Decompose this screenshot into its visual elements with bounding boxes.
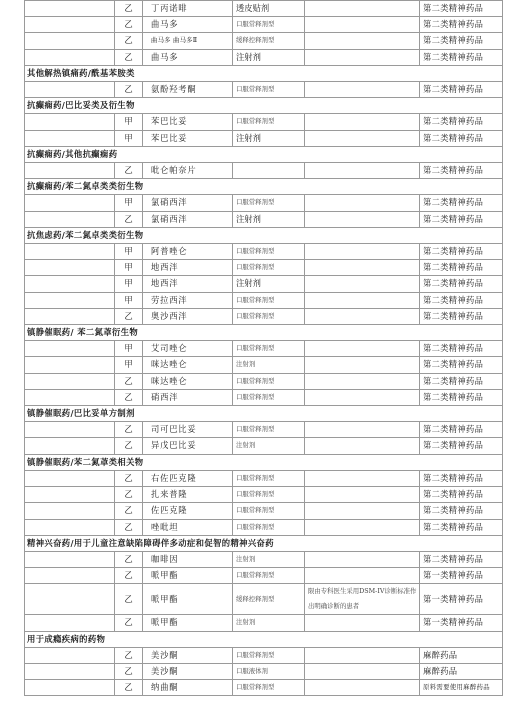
drug-row [25,130,503,146]
drug-row [25,647,503,663]
dosage-form-cell: 注射剂 [233,211,305,227]
drug-category-cell: 第二类精神药品 [420,470,503,486]
blank-cell [25,680,115,696]
grade-cell: 甲 [115,195,143,211]
drug-row [25,1,503,17]
drug-name-cell: 哌甲酯 [143,615,233,631]
section-title: 用于成瘾疾病的药物 [25,631,503,647]
drug-category-cell: 第二类精神药品 [420,373,503,389]
restriction-note-cell [305,470,420,486]
blank-cell [25,292,115,308]
drug-category-cell: 第二类精神药品 [420,244,503,260]
grade-cell: 甲 [115,341,143,357]
grade-cell: 乙 [115,211,143,227]
drug-name-cell: 苯巴比妥 [143,130,233,146]
drug-category-cell: 第二类精神药品 [420,519,503,535]
dosage-form-cell: 口服常释剂型 [233,260,305,276]
drug-row [25,615,503,631]
drug-category-cell: 第一类精神药品 [420,568,503,584]
drug-category-cell: 第二类精神药品 [420,551,503,567]
drug-name-cell: 氯硝西泮 [143,211,233,227]
blank-cell [25,276,115,292]
section-header-row [25,179,503,195]
drug-name-cell: 劳拉西泮 [143,292,233,308]
grade-cell: 乙 [115,503,143,519]
blank-cell [25,487,115,503]
dosage-form-cell: 口服常释剂型 [233,487,305,503]
blank-cell [25,470,115,486]
drug-name-cell: 硝西泮 [143,389,233,405]
dosage-form-cell: 注射剂 [233,49,305,65]
drug-name-cell: 氨酚羟考酮 [143,82,233,98]
blank-cell [25,551,115,567]
drug-row [25,551,503,567]
grade-cell: 甲 [115,114,143,130]
dosage-form-cell: 口服常释剂型 [233,373,305,389]
drug-category-cell: 第一类精神药品 [420,615,503,631]
restriction-note-cell [305,551,420,567]
dosage-form-cell: 透皮贴剂 [233,1,305,17]
drug-category-cell: 第二类精神药品 [420,260,503,276]
blank-cell [25,195,115,211]
drug-name-cell: 苯巴比妥 [143,114,233,130]
restriction-note-cell [305,568,420,584]
drug-name-cell: 吡仑帕奈片 [143,163,233,179]
drug-category-cell: 第二类精神药品 [420,422,503,438]
drug-name-cell: 丁丙诺啡 [143,1,233,17]
dosage-form-cell: 口服常释剂型 [233,568,305,584]
drug-category-cell: 第二类精神药品 [420,195,503,211]
dosage-form-cell: 口服常释剂型 [233,519,305,535]
blank-cell [25,615,115,631]
blank-cell [25,438,115,454]
drug-name-cell: 扎来普隆 [143,487,233,503]
grade-cell: 乙 [115,373,143,389]
grade-cell: 甲 [115,292,143,308]
section-header-row [25,406,503,422]
drug-name-cell: 曲马多 曲马多Ⅱ [143,33,233,49]
section-header-row [25,65,503,81]
dosage-form-cell: 注射剂 [233,551,305,567]
dosage-form-cell: 口服常释剂型 [233,195,305,211]
drug-category-cell: 原料需要使用麻醉药品 [420,680,503,696]
dosage-form-cell: 缓释控释剂型 [233,33,305,49]
drug-row [25,114,503,130]
drug-row [25,487,503,503]
drug-catalog-table [24,0,503,696]
grade-cell: 乙 [115,308,143,324]
grade-cell: 甲 [115,130,143,146]
drug-row [25,584,503,615]
drug-category-cell: 第二类精神药品 [420,357,503,373]
grade-cell: 乙 [115,422,143,438]
grade-cell: 乙 [115,389,143,405]
drug-row [25,438,503,454]
drug-name-cell: 曲马多 [143,17,233,33]
dosage-form-cell: 口服常释剂型 [233,470,305,486]
section-header-row [25,631,503,647]
section-title: 抗焦虑药/苯二氮卓类类衍生物 [25,227,503,243]
dosage-form-cell: 口服常释剂型 [233,292,305,308]
grade-cell: 乙 [115,33,143,49]
drug-category-cell: 第二类精神药品 [420,211,503,227]
drug-row [25,389,503,405]
dosage-form-cell: 注射剂 [233,276,305,292]
blank-cell [25,341,115,357]
blank-cell [25,503,115,519]
blank-cell [25,584,115,615]
drug-row [25,276,503,292]
drug-row [25,260,503,276]
blank-cell [25,260,115,276]
drug-category-cell: 第二类精神药品 [420,82,503,98]
section-header-row [25,146,503,162]
drug-category-cell: 麻醉药品 [420,663,503,679]
grade-cell: 乙 [115,163,143,179]
restriction-note-cell [305,680,420,696]
section-title: 镇静催眠药/苯二氮䓬类相关物 [25,454,503,470]
restriction-note-cell [305,260,420,276]
blank-cell [25,244,115,260]
dosage-form-cell: 口服常释剂型 [233,389,305,405]
drug-category-cell: 第二类精神药品 [420,49,503,65]
grade-cell: 甲 [115,244,143,260]
section-header-row [25,227,503,243]
grade-cell: 乙 [115,487,143,503]
drug-name-cell: 哌甲酯 [143,568,233,584]
restriction-note-cell: 限由专科医生采用DSM-IV诊断标准作出明确诊断的患者 [305,584,420,615]
blank-cell [25,130,115,146]
drug-name-cell: 地西泮 [143,260,233,276]
restriction-note-cell [305,422,420,438]
grade-cell: 乙 [115,17,143,33]
dosage-form-cell: 口服常释剂型 [233,341,305,357]
drug-row [25,244,503,260]
restriction-note-cell [305,341,420,357]
dosage-form-cell: 口服常释剂型 [233,17,305,33]
drug-category-cell: 第二类精神药品 [420,114,503,130]
drug-name-cell: 美沙酮 [143,647,233,663]
drug-name-cell: 阿普唑仑 [143,244,233,260]
dosage-form-cell: 注射剂 [233,130,305,146]
drug-row [25,470,503,486]
blank-cell [25,373,115,389]
restriction-note-cell [305,503,420,519]
grade-cell: 乙 [115,49,143,65]
drug-row [25,503,503,519]
restriction-note-cell [305,17,420,33]
section-header-row [25,325,503,341]
drug-row [25,163,503,179]
grade-cell: 甲 [115,276,143,292]
dosage-form-cell: 注射剂 [233,615,305,631]
drug-name-cell: 异戊巴比妥 [143,438,233,454]
restriction-note-cell [305,487,420,503]
section-header-row [25,98,503,114]
blank-cell [25,308,115,324]
blank-cell [25,663,115,679]
grade-cell: 乙 [115,519,143,535]
blank-cell [25,647,115,663]
dosage-form-cell [233,163,305,179]
grade-cell: 乙 [115,568,143,584]
drug-category-cell: 第二类精神药品 [420,503,503,519]
blank-cell [25,33,115,49]
drug-category-cell: 麻醉药品 [420,647,503,663]
drug-category-cell: 第二类精神药品 [420,292,503,308]
grade-cell: 乙 [115,647,143,663]
restriction-note-cell [305,211,420,227]
section-title: 抗癫痫药/巴比妥类及衍生物 [25,98,503,114]
drug-name-cell: 咪达唑仑 [143,357,233,373]
restriction-note-cell [305,357,420,373]
section-title: 镇静催眠药/ 苯二氮䓬衍生物 [25,325,503,341]
blank-cell [25,1,115,17]
table-body [25,1,503,696]
blank-cell [25,114,115,130]
grade-cell: 乙 [115,680,143,696]
drug-name-cell: 咖啡因 [143,551,233,567]
blank-cell [25,519,115,535]
drug-row [25,211,503,227]
dosage-form-cell: 口服常释剂型 [233,114,305,130]
drug-category-cell: 第二类精神药品 [420,438,503,454]
restriction-note-cell [305,33,420,49]
drug-row [25,82,503,98]
grade-cell: 乙 [115,1,143,17]
dosage-form-cell: 口服液体剂 [233,663,305,679]
dosage-form-cell: 口服常释剂型 [233,308,305,324]
drug-row [25,568,503,584]
dosage-form-cell: 口服常释剂型 [233,503,305,519]
dosage-form-cell: 缓释控释剂型 [233,584,305,615]
dosage-form-cell: 口服常释剂型 [233,647,305,663]
restriction-note-cell [305,163,420,179]
drug-name-cell: 哌甲酯 [143,584,233,615]
drug-name-cell: 唑吡坦 [143,519,233,535]
blank-cell [25,49,115,65]
drug-name-cell: 艾司唑仑 [143,341,233,357]
drug-category-cell: 第二类精神药品 [420,276,503,292]
restriction-note-cell [305,130,420,146]
grade-cell: 甲 [115,260,143,276]
restriction-note-cell [305,244,420,260]
restriction-note-cell [305,195,420,211]
grade-cell: 乙 [115,82,143,98]
drug-name-cell: 咪达唑仑 [143,373,233,389]
section-title: 镇静催眠药/巴比妥单方制剂 [25,406,503,422]
drug-row [25,292,503,308]
blank-cell [25,422,115,438]
restriction-note-cell [305,292,420,308]
section-title: 抗癫痫药/苯二氮卓类类衍生物 [25,179,503,195]
drug-row [25,195,503,211]
drug-category-cell: 第二类精神药品 [420,389,503,405]
drug-name-cell: 纳曲酮 [143,680,233,696]
drug-category-cell: 第二类精神药品 [420,17,503,33]
drug-name-cell: 佐匹克隆 [143,503,233,519]
drug-row [25,422,503,438]
drug-name-cell: 右佐匹克隆 [143,470,233,486]
drug-row [25,341,503,357]
drug-name-cell: 氯硝西泮 [143,195,233,211]
restriction-note-cell [305,82,420,98]
dosage-form-cell: 口服常释剂型 [233,422,305,438]
drug-name-cell: 美沙酮 [143,663,233,679]
dosage-form-cell: 口服常释剂型 [233,244,305,260]
grade-cell: 甲 [115,357,143,373]
dosage-form-cell: 口服常释剂型 [233,82,305,98]
dosage-form-cell: 口服常释剂型 [233,680,305,696]
drug-catalog-page [24,0,502,696]
restriction-note-cell [305,519,420,535]
drug-category-cell: 第二类精神药品 [420,1,503,17]
blank-cell [25,357,115,373]
blank-cell [25,17,115,33]
restriction-note-cell [305,615,420,631]
drug-row [25,308,503,324]
drug-row [25,680,503,696]
grade-cell: 乙 [115,615,143,631]
blank-cell [25,389,115,405]
drug-row [25,33,503,49]
drug-row [25,49,503,65]
restriction-note-cell [305,276,420,292]
restriction-note-cell [305,438,420,454]
drug-category-cell: 第二类精神药品 [420,33,503,49]
drug-category-cell: 第二类精神药品 [420,308,503,324]
drug-row [25,519,503,535]
drug-category-cell: 第二类精神药品 [420,163,503,179]
restriction-note-cell [305,308,420,324]
drug-row [25,17,503,33]
blank-cell [25,211,115,227]
section-title: 抗癫痫药/其他抗癫痫药 [25,146,503,162]
restriction-note-cell [305,663,420,679]
drug-category-cell: 第二类精神药品 [420,130,503,146]
restriction-note-cell [305,647,420,663]
drug-category-cell: 第一类精神药品 [420,584,503,615]
drug-row [25,663,503,679]
grade-cell: 乙 [115,470,143,486]
drug-category-cell: 第二类精神药品 [420,487,503,503]
drug-row [25,357,503,373]
restriction-note-cell [305,373,420,389]
section-title: 其他解热镇痛药/酰基苯胺类 [25,65,503,81]
dosage-form-cell: 注射剂 [233,357,305,373]
dosage-form-cell: 注射剂 [233,438,305,454]
restriction-note-cell [305,389,420,405]
blank-cell [25,163,115,179]
drug-name-cell: 奥沙西泮 [143,308,233,324]
restriction-note-cell [305,114,420,130]
blank-cell [25,82,115,98]
restriction-note-cell [305,1,420,17]
section-header-row [25,535,503,551]
drug-category-cell: 第二类精神药品 [420,341,503,357]
grade-cell: 乙 [115,663,143,679]
drug-name-cell: 地西泮 [143,276,233,292]
blank-cell [25,568,115,584]
grade-cell: 乙 [115,584,143,615]
section-title: 精神兴奋药/用于儿童注意缺陷障碍伴多动症和促智的精神兴奋药 [25,535,503,551]
drug-name-cell: 曲马多 [143,49,233,65]
restriction-note-cell [305,49,420,65]
drug-name-cell: 司可巴比妥 [143,422,233,438]
grade-cell: 乙 [115,438,143,454]
drug-row [25,373,503,389]
grade-cell: 乙 [115,551,143,567]
section-header-row [25,454,503,470]
